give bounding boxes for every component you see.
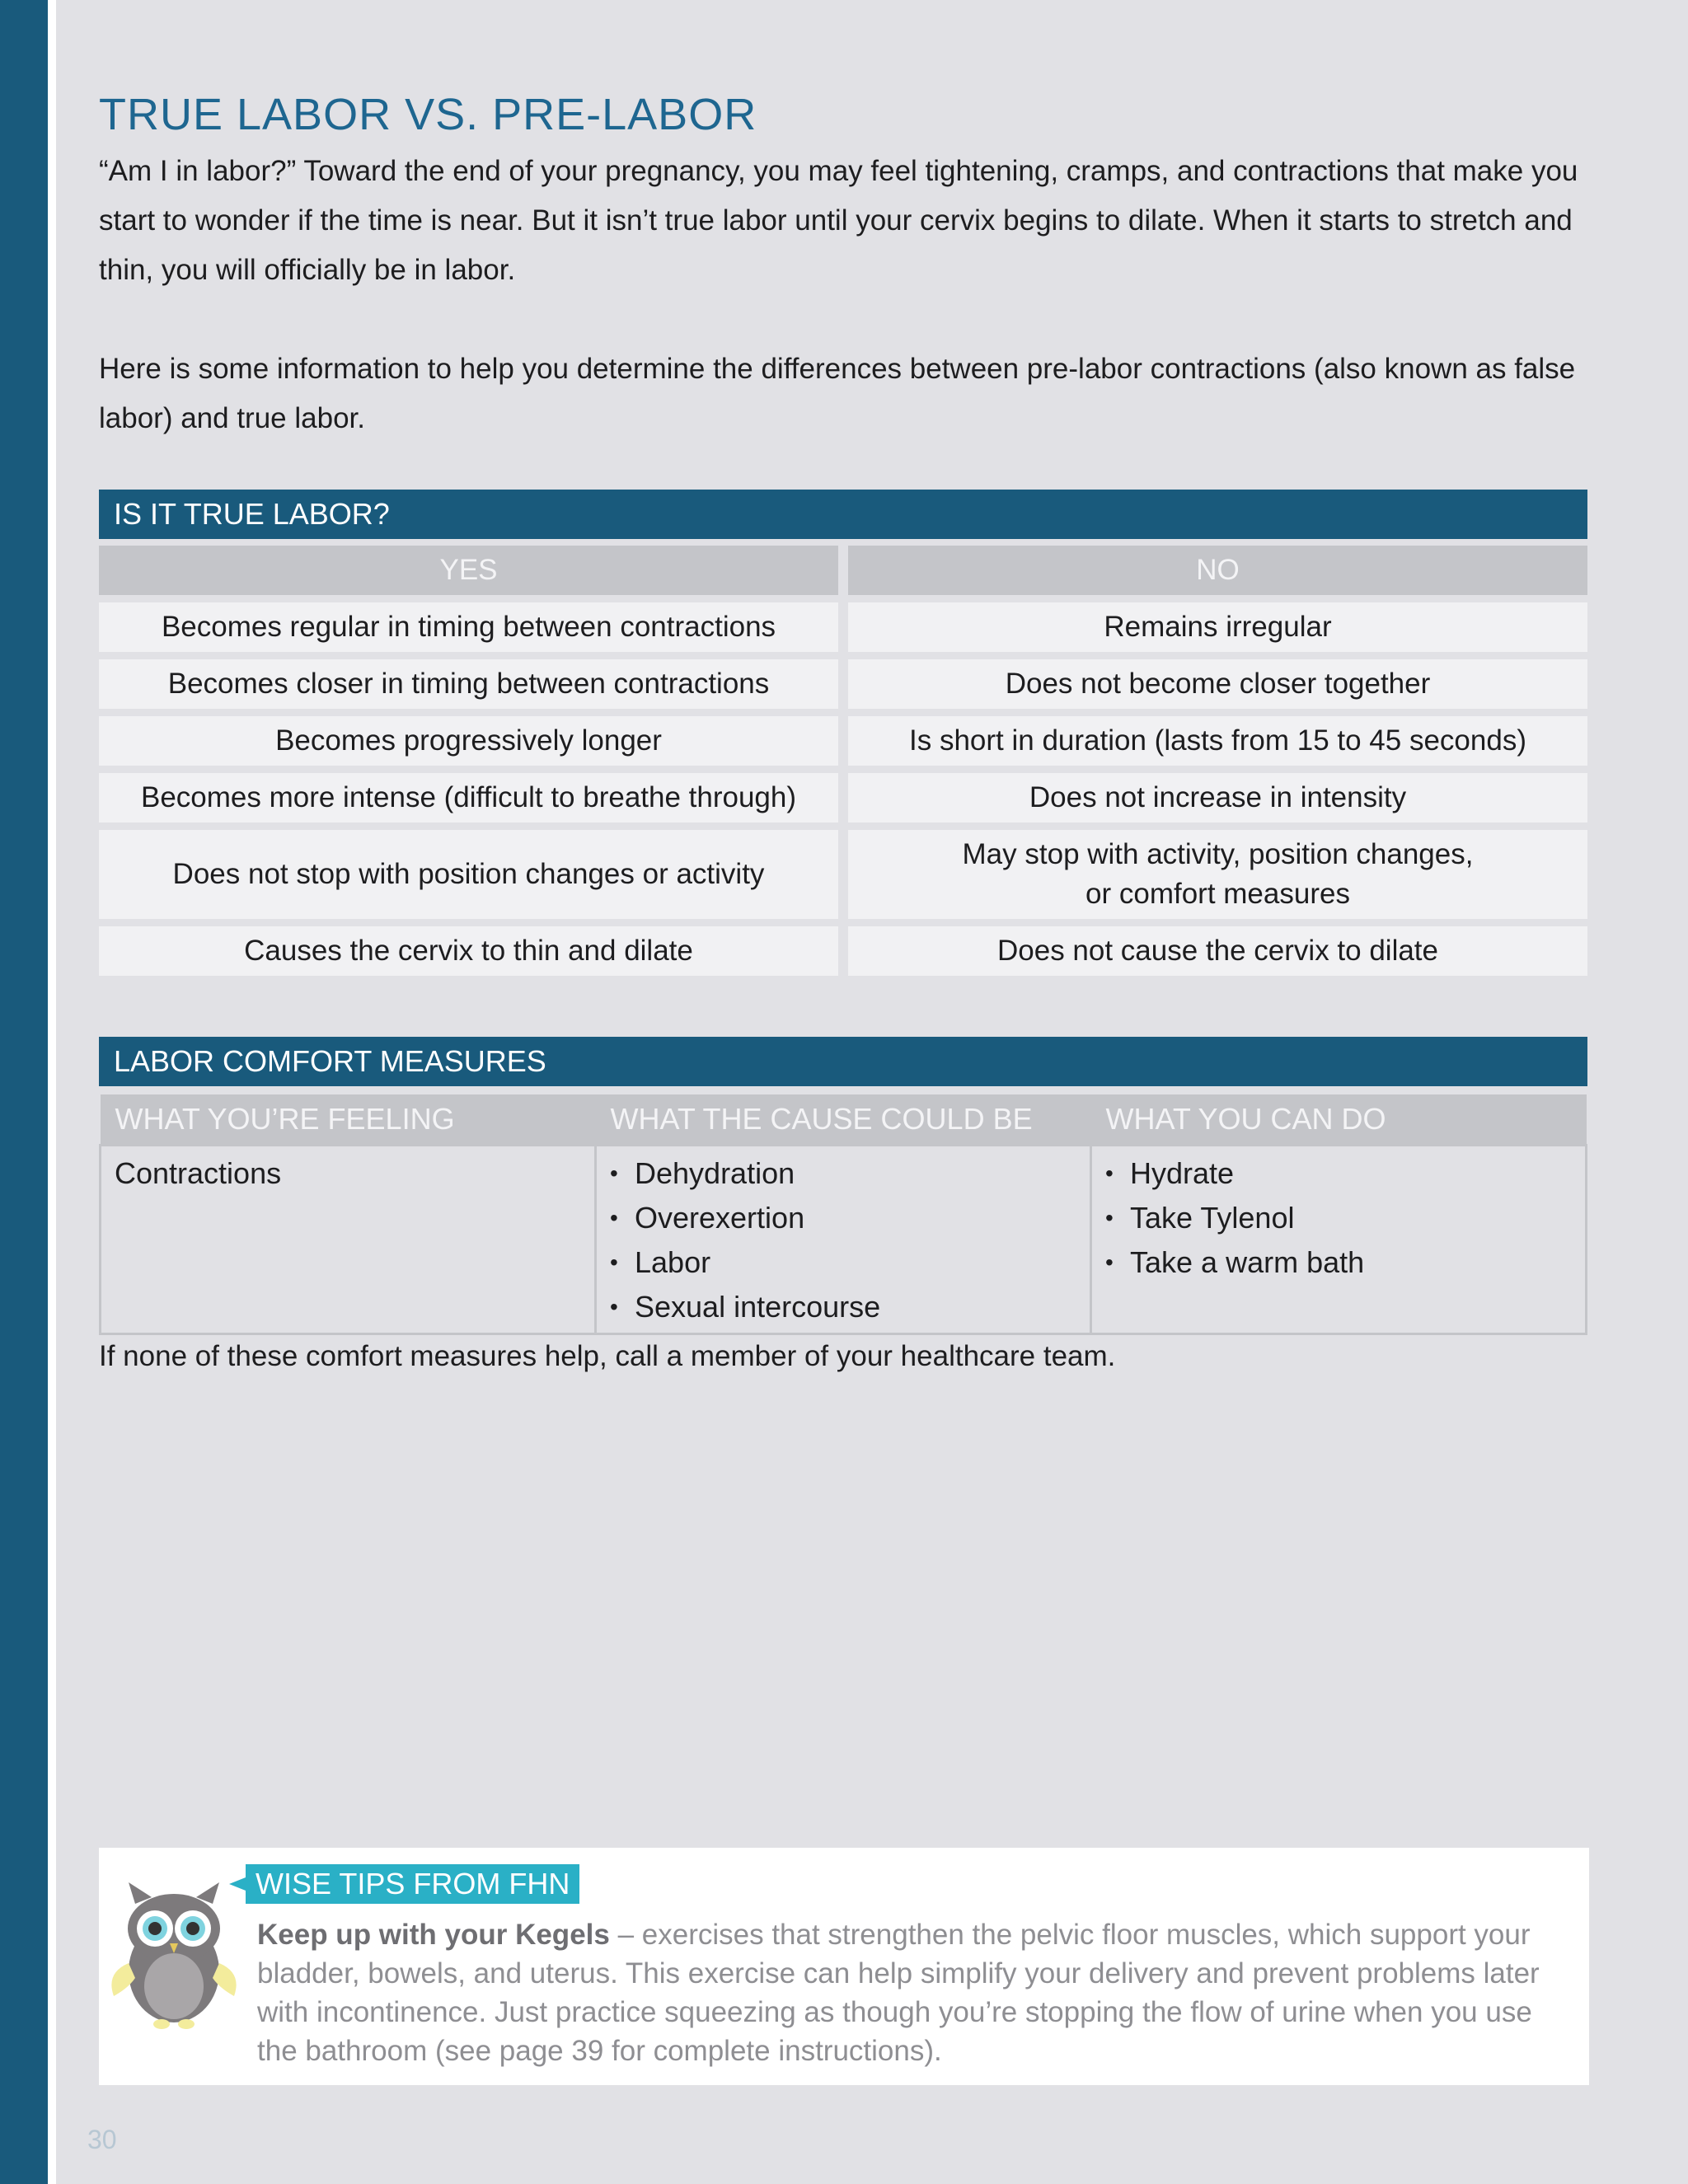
list-item: • Overexertion	[610, 1196, 1078, 1240]
no-cell: May stop with activity, position changes, or comfort measures	[848, 830, 1587, 919]
yes-cell: Becomes progressively longer	[99, 716, 838, 766]
page-number: 30	[87, 2125, 117, 2154]
tips-bold-lead: Keep up with your Kegels	[257, 1919, 610, 1951]
yes-cell: Causes the cervix to thin and dilate	[99, 926, 838, 976]
list-item: • Take a warm bath	[1105, 1240, 1573, 1285]
side-divider	[48, 0, 56, 2184]
true-labor-heading: IS IT TRUE LABOR?	[99, 490, 1587, 539]
true-labor-header-row	[99, 546, 1587, 595]
wise-tips-text	[257, 1915, 1559, 2070]
table-row	[101, 1146, 1587, 1334]
table-row	[99, 602, 1587, 652]
page-title: TRUE LABOR VS. PRE-LABOR	[99, 90, 757, 139]
yes-cell: Does not stop with position changes or activity	[99, 830, 838, 919]
no-cell: Remains irregular	[848, 602, 1587, 652]
yes-cell: Becomes more intense (difficult to breathe through)	[99, 773, 838, 823]
table-row	[99, 659, 1587, 709]
owl-icon	[104, 1881, 244, 2037]
table-row	[99, 773, 1587, 823]
feeling-column-header: WHAT YOU’RE FEELING	[101, 1094, 596, 1146]
action-cell	[1091, 1146, 1587, 1334]
wise-tips-box	[99, 1848, 1589, 2085]
action-column-header: WHAT YOU CAN DO	[1091, 1094, 1587, 1146]
no-cell: Does not increase in intensity	[848, 773, 1587, 823]
yes-cell: Becomes closer in timing between contractions	[99, 659, 838, 709]
comfort-measures-heading: LABOR COMFORT MEASURES	[99, 1037, 1587, 1086]
no-column-header: NO	[848, 546, 1587, 595]
cause-column-header: WHAT THE CAUSE COULD BE	[596, 1094, 1091, 1146]
no-cell: Does not become closer together	[848, 659, 1587, 709]
feeling-cell: Contractions	[101, 1146, 596, 1334]
wise-tips-label: WISE TIPS FROM FHN	[246, 1864, 579, 1904]
no-cell: Does not cause the cervix to dilate	[848, 926, 1587, 976]
true-labor-table	[99, 546, 1587, 983]
action-list	[1105, 1151, 1573, 1285]
table-row	[99, 830, 1587, 919]
tips-body: – exercises that strengthen the pelvic floor muscles, which support your bladder, bowels, and uterus. This exercise can help simplify your delivery and prevent problems later with incontinence. Just practice squeezing as though you’re stopping the flow of urine when you use the bathroom (see page 39 for complete instructions).	[257, 1919, 1540, 2067]
list-item: • Take Tylenol	[1105, 1196, 1573, 1240]
list-item: • Sexual intercourse	[610, 1285, 1078, 1329]
comfort-header-row	[101, 1094, 1587, 1146]
yes-cell: Becomes regular in timing between contractions	[99, 602, 838, 652]
list-item: • Labor	[610, 1240, 1078, 1285]
intro-paragraph: “Am I in labor?” Toward the end of your pregnancy, you may feel tightening, cramps, and contractions that make you start to wonder if the time is near. But it isn’t true labor until your cervix begins to dilate. When it starts to stretch and thin, you will officially be in labor.	[99, 155, 1578, 286]
list-item: • Dehydration	[610, 1151, 1078, 1196]
list-item: • Hydrate	[1105, 1151, 1573, 1196]
cause-list	[610, 1151, 1078, 1329]
table-row	[99, 716, 1587, 766]
cause-cell	[596, 1146, 1091, 1334]
footer-note: If none of these comfort measures help, call a member of your healthcare team.	[99, 1340, 1116, 1372]
table-row	[99, 926, 1587, 976]
info-paragraph: Here is some information to help you determine the differences between pre-labor contractions (also known as false labor) and true labor.	[99, 353, 1576, 434]
no-cell: Is short in duration (lasts from 15 to 45 seconds)	[848, 716, 1587, 766]
comfort-measures-table	[99, 1094, 1587, 1335]
side-bar	[0, 0, 48, 2184]
yes-column-header: YES	[99, 546, 838, 595]
